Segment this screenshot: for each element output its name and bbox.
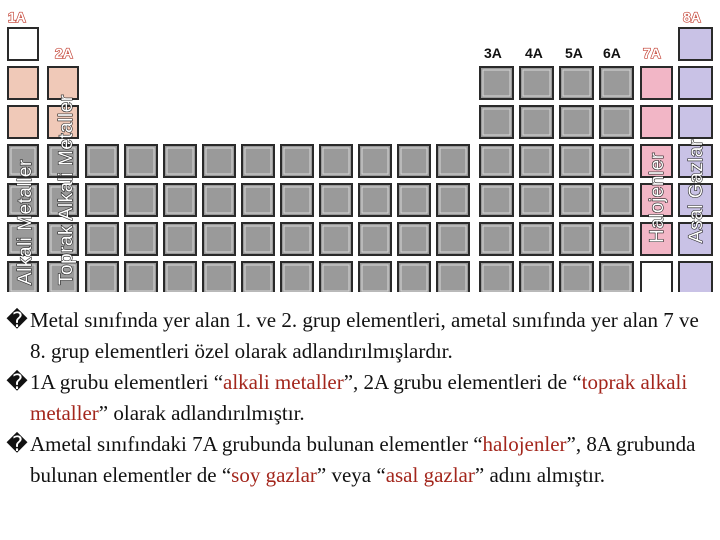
group-label-7a: 7A <box>643 45 661 61</box>
element-cell-group-2a <box>48 67 78 99</box>
element-cell-transition <box>398 223 430 255</box>
paragraph-text: ”, 8A grubunda bulunan elementler de “ <box>30 432 696 487</box>
element-cell-transition <box>281 223 313 255</box>
element-cell-group-c6 <box>600 145 633 177</box>
paragraph-text: ” adını almıştır. <box>474 463 605 487</box>
paragraph-text: Ametal sınıfındaki 7A grubunda bulunan elementler “ <box>30 432 483 456</box>
element-cell-transition <box>359 262 391 292</box>
highlighted-term: alkali metaller <box>223 370 344 394</box>
element-cell-group-c3 <box>480 184 513 216</box>
element-cell-transition <box>359 184 391 216</box>
bullet-icon: � <box>6 308 28 332</box>
element-cell-group-8a <box>679 67 712 99</box>
element-cell-transition <box>242 184 274 216</box>
element-cell-transition <box>125 184 157 216</box>
bullet-icon: � <box>6 370 28 394</box>
group-label-2a: 2A <box>55 45 73 61</box>
element-cell-group-c3 <box>480 145 513 177</box>
element-cell-group-c3 <box>480 262 513 292</box>
element-cell-group-c6 <box>600 184 633 216</box>
group-label-5a: 5A <box>565 45 583 61</box>
element-cell-group-8a <box>679 106 712 138</box>
element-cell-group-7a <box>641 262 672 292</box>
element-cell-transition <box>281 262 313 292</box>
element-cell-transition <box>281 184 313 216</box>
label-asal-gazlar: Asal Gazlar <box>686 139 707 243</box>
element-cell-transition <box>242 223 274 255</box>
group-label-8a: 8A <box>683 9 701 25</box>
element-cell-transition <box>359 145 391 177</box>
element-cell-group-c4 <box>520 184 553 216</box>
element-cell-transition <box>398 184 430 216</box>
highlighted-term: soy gazlar <box>231 463 317 487</box>
element-cell-group-c4 <box>520 262 553 292</box>
highlighted-term: halojenler <box>482 432 567 456</box>
element-cell-group-c5 <box>560 67 593 99</box>
element-cell-transition <box>398 145 430 177</box>
element-cell-group-1a <box>8 67 38 99</box>
paragraph-3 <box>6 429 714 491</box>
element-cell-transition <box>203 262 235 292</box>
element-cell-transition <box>164 184 196 216</box>
element-cell-transition <box>164 262 196 292</box>
element-cell-transition <box>320 184 352 216</box>
element-cell-transition <box>359 223 391 255</box>
group-label-6a: 6A <box>603 45 621 61</box>
element-cell-transition <box>86 223 118 255</box>
element-cell-group-1a <box>8 28 38 60</box>
element-cell-group-c5 <box>560 262 593 292</box>
element-cell-transition <box>203 184 235 216</box>
paragraph-text: ”, 2A grubu elementleri de “ <box>343 370 582 394</box>
element-cell-group-c3 <box>480 67 513 99</box>
paragraph-1 <box>6 305 714 367</box>
element-cells <box>8 28 712 292</box>
element-cell-transition <box>281 145 313 177</box>
paragraph-text: 1A grubu elementleri “ <box>30 370 224 394</box>
element-cell-transition <box>203 145 235 177</box>
paragraph-2 <box>6 367 714 429</box>
element-cell-group-8a <box>679 28 712 60</box>
element-cell-group-c6 <box>600 67 633 99</box>
element-cell-transition <box>164 145 196 177</box>
element-cell-group-8a <box>679 262 712 292</box>
element-cell-group-c3 <box>480 106 513 138</box>
highlighted-term: asal gazlar <box>385 463 475 487</box>
element-cell-transition <box>320 262 352 292</box>
element-cell-transition <box>437 184 469 216</box>
element-cell-transition <box>437 223 469 255</box>
element-cell-transition <box>86 184 118 216</box>
element-cell-group-c6 <box>600 223 633 255</box>
bullet-icon: � <box>6 432 28 456</box>
element-cell-transition <box>203 223 235 255</box>
element-cell-group-c5 <box>560 145 593 177</box>
element-cell-group-c3 <box>480 223 513 255</box>
element-cell-group-c4 <box>520 67 553 99</box>
group-label-3a: 3A <box>484 45 502 61</box>
element-cell-group-c4 <box>520 223 553 255</box>
label-halojenler: Halojenler <box>647 152 668 243</box>
element-cell-group-c4 <box>520 145 553 177</box>
paragraph-text: Metal sınıfında yer alan 1. ve 2. grup elementleri, ametal sınıfında yer alan 7 ve 8. grup elementleri özel olarak adlandırılmışlardır. <box>30 308 699 363</box>
element-cell-group-c5 <box>560 106 593 138</box>
element-cell-transition <box>320 145 352 177</box>
element-cell-group-7a <box>641 67 672 99</box>
element-cell-group-c6 <box>600 262 633 292</box>
label-alkali-metaller: Alkali Metaller <box>15 159 36 285</box>
element-cell-transition <box>125 145 157 177</box>
element-cell-group-c4 <box>520 106 553 138</box>
element-cell-group-7a <box>641 106 672 138</box>
element-cell-transition <box>320 223 352 255</box>
element-cell-transition <box>398 262 430 292</box>
element-cell-transition <box>164 223 196 255</box>
element-cell-transition <box>242 262 274 292</box>
element-cell-group-c5 <box>560 184 593 216</box>
description-text <box>6 305 714 491</box>
element-cell-transition <box>125 223 157 255</box>
element-cell-group-c6 <box>600 106 633 138</box>
paragraph-text: ” veya “ <box>316 463 386 487</box>
element-cell-group-c5 <box>560 223 593 255</box>
element-cell-transition <box>86 262 118 292</box>
group-label-4a: 4A <box>525 45 543 61</box>
label-toprak-alkali-metaller: Toprak Alkali Metaller <box>56 94 77 285</box>
element-cell-transition <box>437 145 469 177</box>
paragraph-text: ” olarak adlandırılmıştır. <box>98 401 305 425</box>
element-cell-transition <box>86 145 118 177</box>
group-label-1a: 1A <box>8 9 26 25</box>
element-cell-transition <box>125 262 157 292</box>
element-cell-group-1a <box>8 106 38 138</box>
element-cell-transition <box>242 145 274 177</box>
element-cell-transition <box>437 262 469 292</box>
highlighted-term: toprak alkali metaller <box>30 370 688 425</box>
